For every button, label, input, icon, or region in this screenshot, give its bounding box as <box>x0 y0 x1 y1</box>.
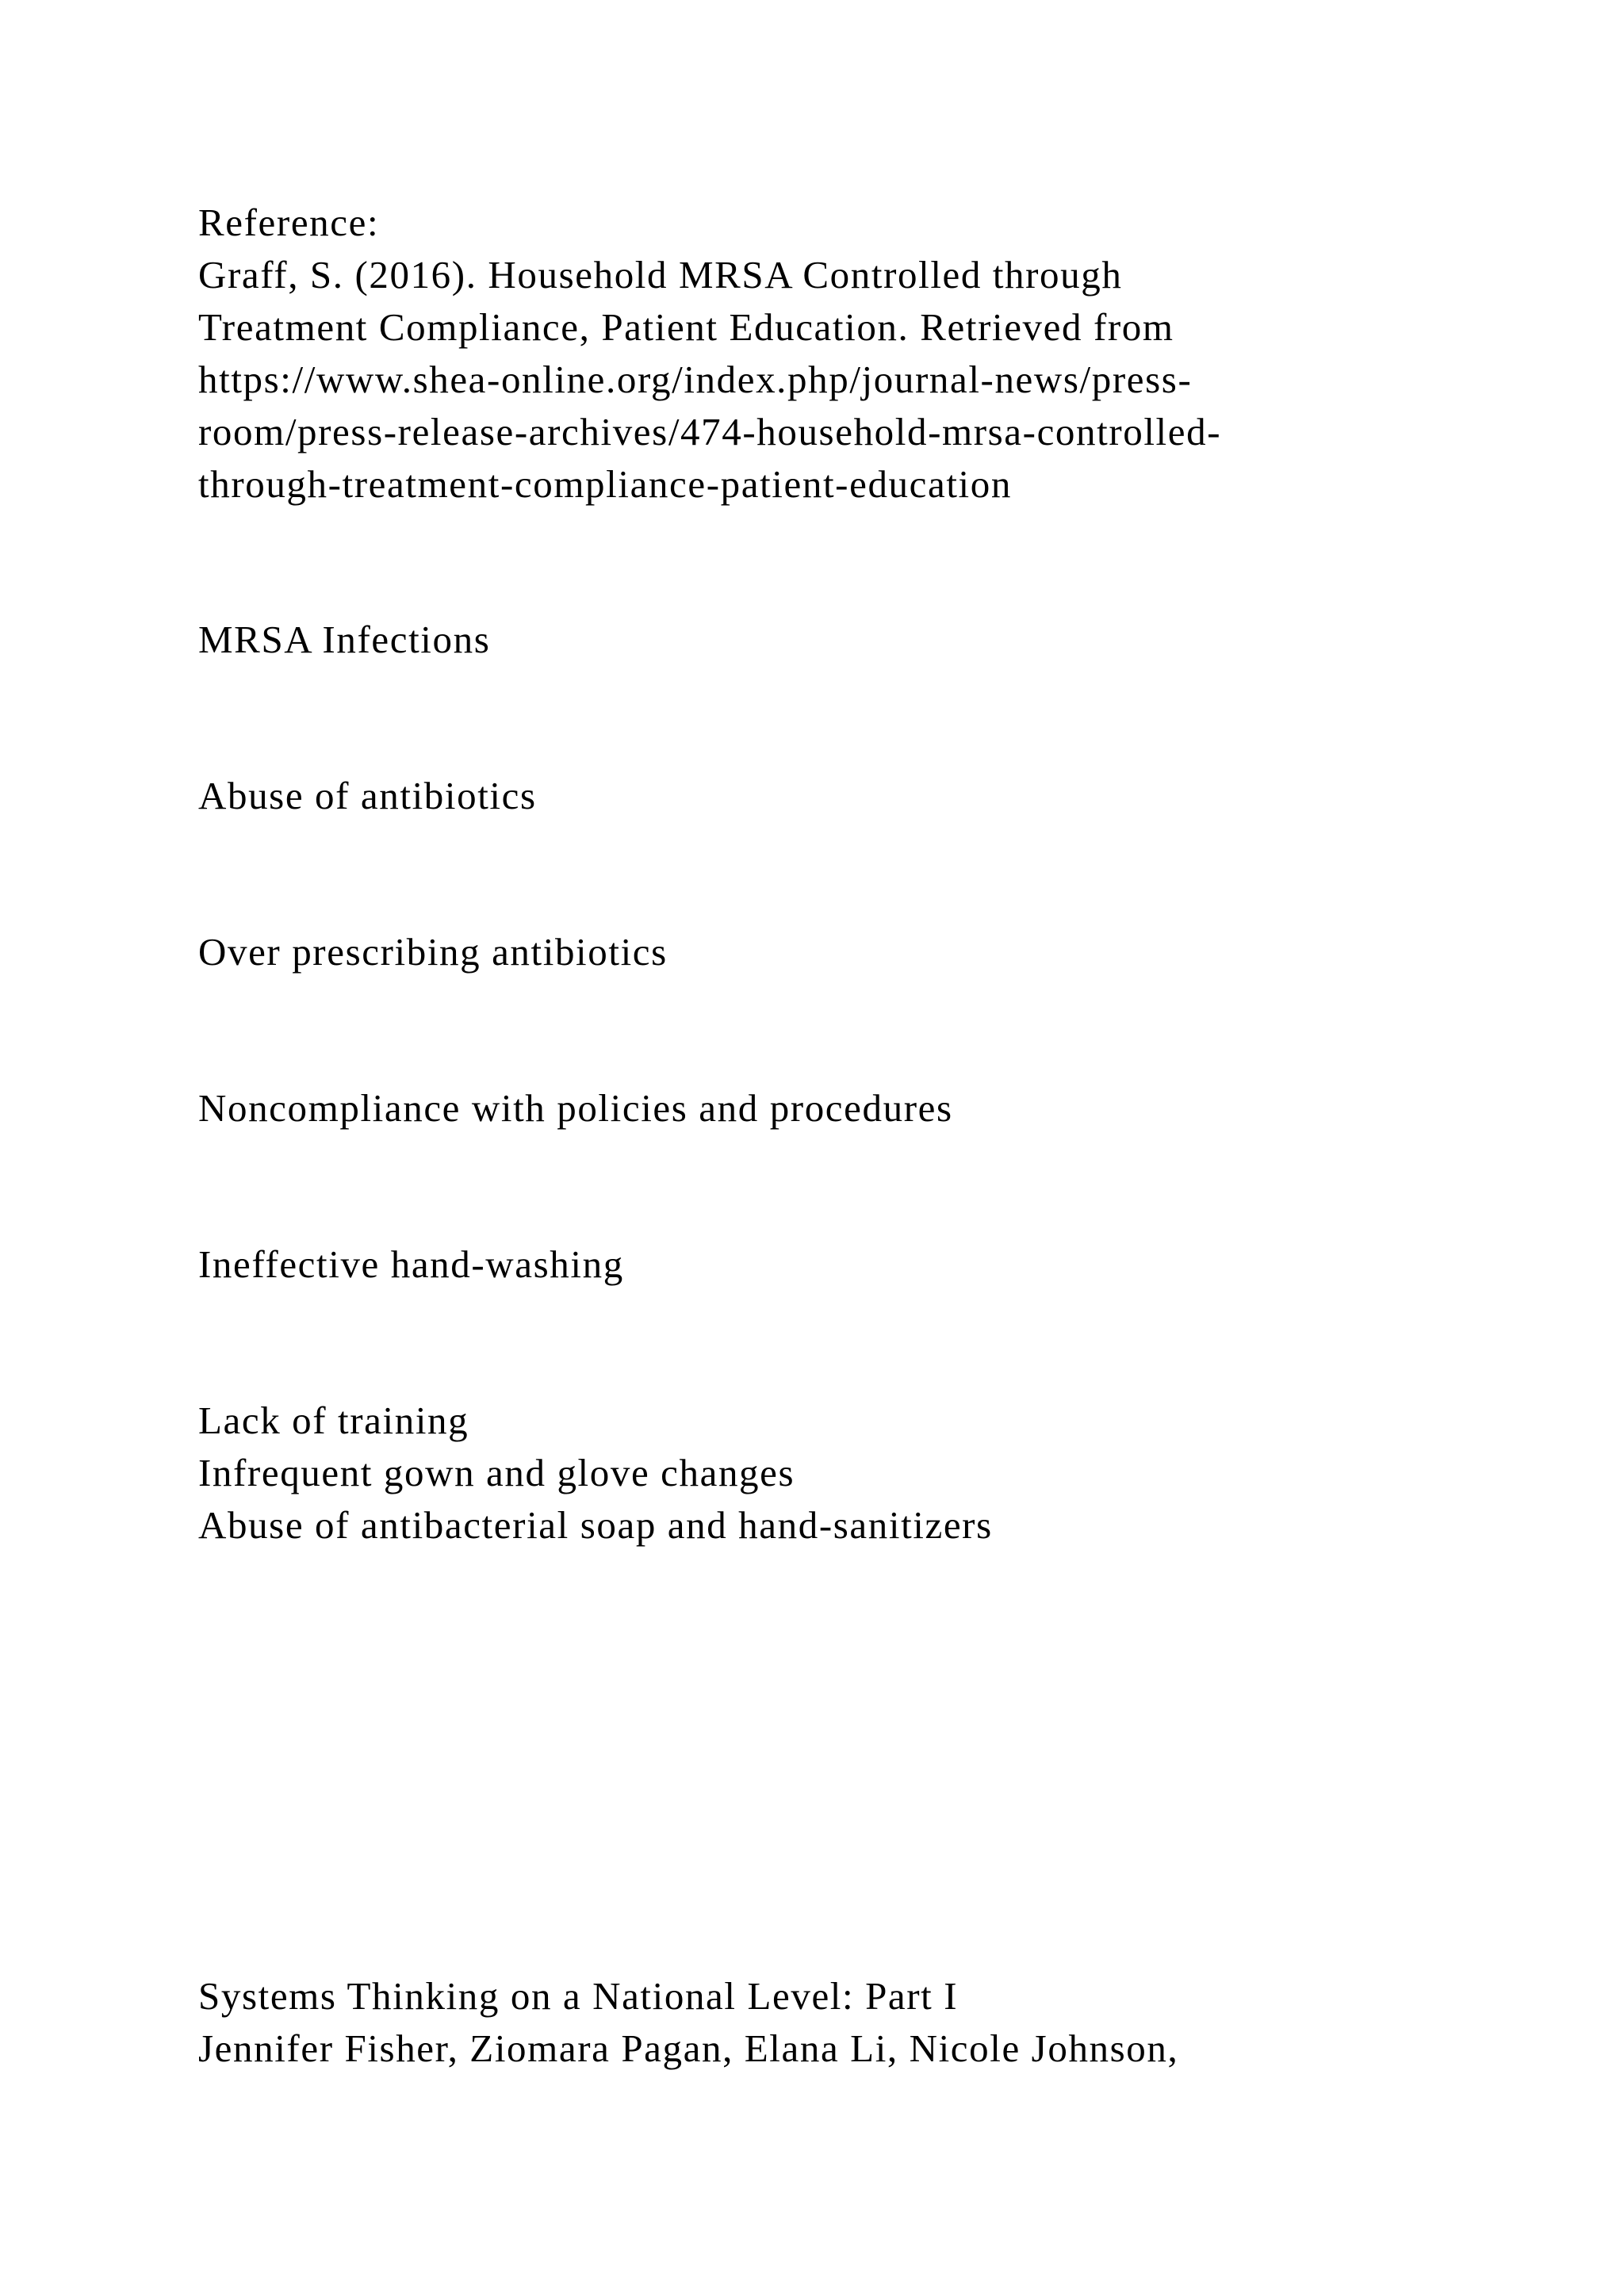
item-line: Abuse of antibiotics <box>198 774 537 817</box>
item-line: Noncompliance with policies and procedures <box>198 1086 953 1130</box>
item-line: MRSA Infections <box>198 618 491 661</box>
list-item: Lack of training <box>198 1399 469 1442</box>
reference-url-line: room/press-release-archives/474-household-mrsa-controlled- <box>198 410 1222 453</box>
reference-url-line: through-treatment-compliance-patient-education <box>198 462 1012 506</box>
list-item: Infrequent gown and glove changes <box>198 1451 795 1494</box>
reference-heading: Reference: <box>198 201 380 244</box>
reference-line: Graff, S. (2016). Household MRSA Controlled through <box>198 253 1123 297</box>
reference-url-line: https://www.shea-online.org/index.php/journal-news/press- <box>198 358 1193 401</box>
list-item: Abuse of antibacterial soap and hand-sanitizers <box>198 1503 993 1547</box>
item-line: Over prescribing antibiotics <box>198 930 668 974</box>
author-list: Jennifer Fisher, Ziomara Pagan, Elana Li, Nicole Johnson, <box>198 2026 1179 2070</box>
item-line: Ineffective hand-washing <box>198 1242 624 1286</box>
reference-line: Treatment Compliance, Patient Education. Retrieved from <box>198 305 1174 349</box>
section-title: Systems Thinking on a National Level: Part I <box>198 1974 959 2018</box>
